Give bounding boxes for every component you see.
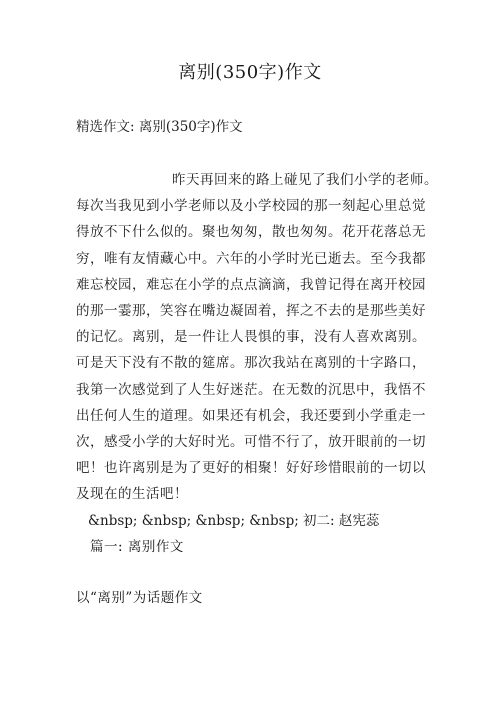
essay-first-line: 昨天再回来的路上碰见了我们小学的老师。 [172,172,438,188]
author-signature: &nbsp; &nbsp; &nbsp; &nbsp; 初二: 赵宪蕊 [88,513,380,529]
essay-body: 每次当我见到小学老师以及小学校园的那一刻起心里总觉得放不下什么似的。聚也匆匆，散也匆匆。花开花落总无穷，唯有友情藏心中。六年的小学时光已逝去。至今我都难忘校园，难忘在小学的点点滴滴，我曾记得在离开校园的那一霎那，笑容在嘴边凝固着，挥之不去的是那些美好的记忆。离别，是一件让人畏惧的事，没有人喜欢离别。可是天下没有不散的筵席。那次我站在离别的十字路口，我第一次感觉到了人生好迷茫。在无数的沉思中，我悟不出任何人生的道理。如果还有机会，我还要到小学重走一次，感受小学的大好时光。可惜不行了，放开眼前的一切吧！也许离别是为了更好的相聚！好好珍惜眼前的一切以及现在的生活吧！ [76,198,426,503]
topic-line: 以“离别”为话题作文 [76,590,203,606]
essay-paragraph [76,167,438,508]
document-title: 离别(350字)作文 [178,62,322,83]
section-heading: 篇一: 离别作文 [90,539,184,555]
document-subtitle: 精选作文: 离别(350字)作文 [76,119,243,135]
